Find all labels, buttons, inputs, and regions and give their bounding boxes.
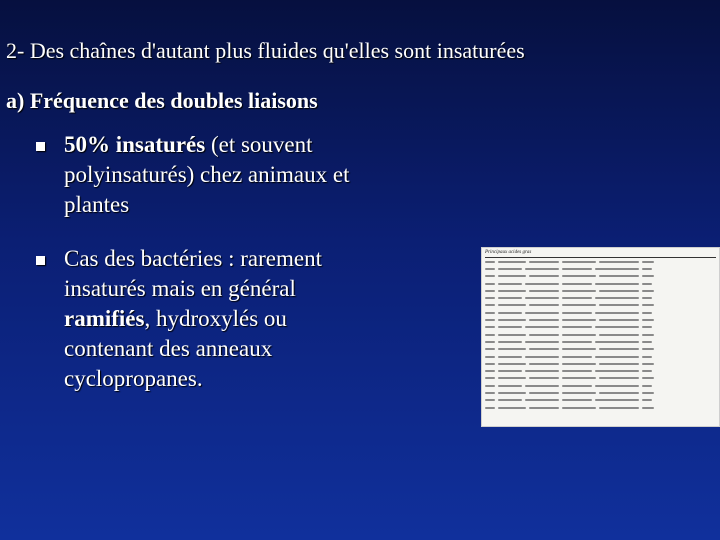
table-cell (485, 399, 495, 401)
table-cell (485, 341, 495, 343)
table-row (482, 316, 719, 323)
table-cell (642, 290, 654, 292)
table-cell (498, 268, 522, 270)
table-caption: Principaux acides gras (485, 250, 532, 255)
table-cell (485, 312, 495, 314)
table-cell (485, 392, 495, 394)
table-cell (642, 341, 652, 343)
table-cell (529, 407, 559, 409)
table-cell (642, 385, 652, 387)
table-cell (498, 407, 526, 409)
table-cell (498, 261, 526, 263)
table-cell (525, 297, 559, 299)
table-row (482, 397, 719, 404)
table-cell (595, 356, 639, 358)
table-cell (599, 290, 639, 292)
table-cell (642, 304, 654, 306)
table-cell (485, 326, 495, 328)
table-cell (498, 326, 522, 328)
table-cell (485, 275, 495, 277)
table-cell (562, 356, 592, 358)
table-cell (599, 319, 639, 321)
table-cell (595, 283, 639, 285)
table-cell (562, 407, 596, 409)
table-cell (485, 348, 495, 350)
table-cell (498, 348, 526, 350)
table-cell (498, 312, 522, 314)
table-cell (485, 385, 495, 387)
table-row (482, 353, 719, 360)
slide-subtitle: a) Fréquence des doubles liaisons (6, 88, 318, 113)
table-cell (562, 370, 592, 372)
table-cell (562, 334, 596, 336)
table-cell (529, 261, 559, 263)
table-cell (525, 326, 559, 328)
table-cell (498, 399, 522, 401)
table-cell (525, 370, 559, 372)
table-cell (642, 275, 654, 277)
table-cell (599, 363, 639, 365)
table-cell (599, 392, 639, 394)
table-cell (642, 407, 654, 409)
table-cell (529, 348, 559, 350)
table-cell (485, 261, 495, 263)
table-cell (525, 356, 559, 358)
table-cell (485, 283, 495, 285)
table-row (482, 375, 719, 382)
table-cell (562, 392, 596, 394)
bullet-item-unsaturated (36, 130, 356, 220)
table-row (482, 367, 719, 374)
table-row (482, 324, 719, 331)
bullet-text-pre: Cas des bactéries : rarement insaturés mais en général (64, 246, 322, 301)
table-cell (595, 370, 639, 372)
table-row (482, 280, 719, 287)
table-cell (498, 334, 526, 336)
table-cell (525, 341, 559, 343)
table-cell (595, 385, 639, 387)
table-cell (485, 407, 495, 409)
table-cell (562, 326, 592, 328)
table-row (482, 309, 719, 316)
table-cell (599, 261, 639, 263)
table-cell (562, 283, 592, 285)
table-cell (562, 385, 592, 387)
table-cell (485, 304, 495, 306)
table-cell (498, 319, 526, 321)
table-row (482, 258, 719, 265)
table-cell (599, 334, 639, 336)
table-cell (562, 297, 592, 299)
table-cell (529, 275, 559, 277)
table-row (482, 287, 719, 294)
bullet-bold-text: 50% insaturés (64, 132, 206, 157)
slide-title: 2- Des chaînes d'autant plus fluides qu'elles sont insaturées (6, 38, 525, 63)
table-cell (599, 304, 639, 306)
table-row (482, 331, 719, 338)
table-cell (498, 392, 526, 394)
table-cell (595, 268, 639, 270)
table-cell (595, 297, 639, 299)
table-cell (562, 261, 596, 263)
table-row (482, 265, 719, 272)
table-cell (642, 399, 652, 401)
table-cell (562, 377, 596, 379)
table-cell (642, 392, 654, 394)
bullet-text: (et souvent polyinsaturés) chez animaux et plantes (64, 132, 350, 217)
table-cell (595, 341, 639, 343)
table-cell (642, 268, 652, 270)
table-cell (562, 341, 592, 343)
table-cell (599, 348, 639, 350)
table-cell (599, 407, 639, 409)
table-cell (642, 363, 654, 365)
table-cell (642, 261, 654, 263)
table-row (482, 273, 719, 280)
table-cell (642, 370, 652, 372)
bullet-bold-text: ramifiés (64, 306, 145, 331)
table-cell (498, 356, 522, 358)
table-row (482, 382, 719, 389)
table-cell (485, 297, 495, 299)
square-bullet-icon (36, 142, 45, 151)
table-cell (498, 363, 526, 365)
table-cell (525, 312, 559, 314)
table-cell (562, 268, 592, 270)
table-cell (498, 341, 522, 343)
table-rows (482, 258, 719, 411)
table-cell (599, 275, 639, 277)
table-cell (642, 377, 654, 379)
table-cell (498, 297, 522, 299)
table-cell (562, 304, 596, 306)
table-cell (498, 275, 526, 277)
table-cell (525, 283, 559, 285)
table-cell (642, 319, 654, 321)
table-cell (562, 399, 592, 401)
table-cell (498, 377, 526, 379)
table-row (482, 302, 719, 309)
table-cell (498, 283, 522, 285)
table-cell (529, 392, 559, 394)
bullet-item-bacteria (36, 244, 356, 394)
bullet-list (36, 130, 356, 394)
table-cell (529, 290, 559, 292)
table-cell (485, 363, 495, 365)
table-cell (642, 334, 654, 336)
table-cell (525, 399, 559, 401)
table-cell (642, 297, 652, 299)
table-cell (599, 377, 639, 379)
table-cell (498, 385, 522, 387)
table-cell (595, 399, 639, 401)
table-cell (498, 290, 526, 292)
table-cell (529, 334, 559, 336)
table-cell (562, 348, 596, 350)
table-cell (529, 363, 559, 365)
table-row (482, 294, 719, 301)
table-cell (485, 268, 495, 270)
fatty-acid-table-image (481, 247, 720, 427)
table-cell (642, 356, 652, 358)
table-cell (485, 377, 495, 379)
bullet-text: , hydroxylés ou contenant des anneaux cyclopropanes. (64, 306, 287, 391)
table-cell (642, 348, 654, 350)
table-cell (529, 377, 559, 379)
table-cell (498, 304, 526, 306)
table-row (482, 404, 719, 411)
table-cell (485, 290, 495, 292)
table-cell (595, 326, 639, 328)
table-cell (498, 370, 522, 372)
table-cell (562, 319, 596, 321)
table-cell (525, 268, 559, 270)
table-cell (529, 319, 559, 321)
table-cell (485, 319, 495, 321)
table-cell (595, 312, 639, 314)
table-cell (485, 356, 495, 358)
table-cell (525, 385, 559, 387)
table-row (482, 338, 719, 345)
table-cell (562, 312, 592, 314)
table-cell (562, 290, 596, 292)
table-cell (562, 275, 596, 277)
table-cell (485, 370, 495, 372)
table-cell (642, 312, 652, 314)
table-row (482, 360, 719, 367)
table-cell (562, 363, 596, 365)
table-cell (642, 326, 652, 328)
table-row (482, 346, 719, 353)
table-cell (642, 283, 652, 285)
table-cell (529, 304, 559, 306)
square-bullet-icon (36, 256, 45, 265)
table-cell (485, 334, 495, 336)
table-row (482, 389, 719, 396)
